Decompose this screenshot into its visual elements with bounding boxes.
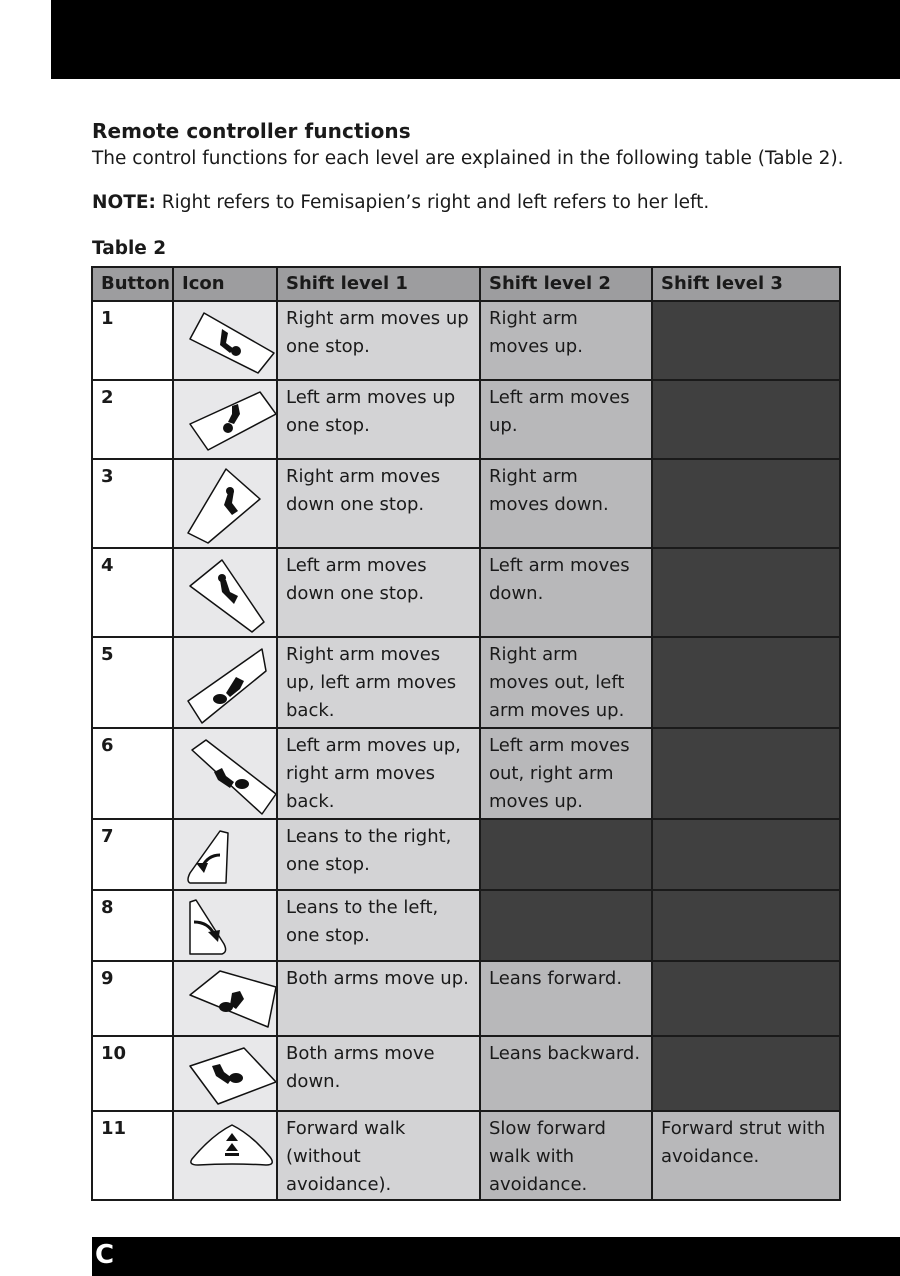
icon-cell	[173, 1111, 277, 1200]
button-number: 11	[92, 1111, 173, 1200]
shift-level-2-cell: Leans backward.	[480, 1036, 652, 1111]
note-label: NOTE:	[92, 192, 156, 213]
remote-functions-table	[91, 266, 841, 1201]
lean-left-icon	[182, 894, 277, 960]
button-number: 4	[92, 548, 173, 637]
button-number: 6	[92, 728, 173, 819]
header-shift-level-2: Shift level 2	[480, 267, 652, 301]
shift-level-1-cell: Left arm moves up, right arm moves back.	[277, 728, 480, 819]
shift-level-1-cell: Both arms move down.	[277, 1036, 480, 1111]
right-arm-up-icon	[182, 305, 277, 379]
shift-level-1-cell: Leans to the left, one stop.	[277, 890, 480, 961]
both-arms-up-icon	[182, 965, 277, 1035]
shift-level-1-cell: Both arms move up.	[277, 961, 480, 1036]
icon-cell	[173, 890, 277, 961]
shift-level-2-cell: Left arm moves up.	[480, 380, 652, 459]
button-number: 1	[92, 301, 173, 380]
table-caption: Table 2	[92, 238, 167, 259]
table-header-row	[92, 267, 840, 301]
shift-level-2-cell: Left arm moves out, right arm moves up.	[480, 728, 652, 819]
shift-level-1-cell: Left arm moves up one stop.	[277, 380, 480, 459]
table-row	[92, 1036, 840, 1111]
table-row	[92, 961, 840, 1036]
shift-level-3-cell: Forward strut with avoidance.	[652, 1111, 840, 1200]
shift-level-2-cell: Right arm moves down.	[480, 459, 652, 548]
note-text: Right refers to Femisapien’s right and left refers to her left.	[155, 192, 710, 213]
button-number: 9	[92, 961, 173, 1036]
intro-paragraph: The control functions for each level are explained in the following table (Table 2).	[92, 148, 844, 169]
right-arm-down-icon	[182, 463, 277, 547]
button-number: 10	[92, 1036, 173, 1111]
shift-level-3-cell	[652, 548, 840, 637]
icon-cell	[173, 548, 277, 637]
table-row	[92, 890, 840, 961]
shift-level-3-cell	[652, 459, 840, 548]
left-arm-up-icon	[182, 384, 277, 458]
button-number: 8	[92, 890, 173, 961]
header-button: Button	[92, 267, 173, 301]
icon-cell	[173, 459, 277, 548]
header-bar	[51, 0, 900, 79]
shift-level-3-cell	[652, 728, 840, 819]
header-shift-level-3: Shift level 3	[652, 267, 840, 301]
shift-level-2-cell: Left arm moves down.	[480, 548, 652, 637]
button-number: 5	[92, 637, 173, 728]
shift-level-2-cell	[480, 890, 652, 961]
header-icon: Icon	[173, 267, 277, 301]
button-number: 3	[92, 459, 173, 548]
icon-cell	[173, 819, 277, 890]
header-shift-level-1: Shift level 1	[277, 267, 480, 301]
table-row	[92, 459, 840, 548]
icon-cell	[173, 637, 277, 728]
shift-level-3-cell	[652, 819, 840, 890]
shift-level-1-cell: Right arm moves up, left arm moves back.	[277, 637, 480, 728]
icon-cell	[173, 301, 277, 380]
table-row	[92, 301, 840, 380]
shift-level-2-cell: Slow forward walk with avoidance.	[480, 1111, 652, 1200]
right-up-left-back-icon	[182, 641, 277, 727]
shift-level-3-cell	[652, 890, 840, 961]
table-row	[92, 380, 840, 459]
shift-level-3-cell	[652, 961, 840, 1036]
icon-cell	[173, 961, 277, 1036]
shift-level-2-cell: Leans forward.	[480, 961, 652, 1036]
table-row	[92, 819, 840, 890]
shift-level-3-cell	[652, 301, 840, 380]
left-up-right-back-icon	[182, 732, 277, 818]
shift-level-1-cell: Right arm moves up one stop.	[277, 301, 480, 380]
table-row	[92, 1111, 840, 1200]
left-arm-down-icon	[182, 552, 277, 636]
shift-level-3-cell	[652, 637, 840, 728]
shift-level-2-cell	[480, 819, 652, 890]
section-heading: Remote controller functions	[92, 119, 411, 143]
note-paragraph	[92, 192, 709, 213]
lean-right-icon	[182, 823, 277, 889]
forward-walk-icon	[182, 1115, 277, 1199]
section-letter: C	[95, 1240, 115, 1270]
table-row	[92, 637, 840, 728]
shift-level-2-cell: Right arm moves out, left arm moves up.	[480, 637, 652, 728]
shift-level-1-cell: Forward walk (without avoidance).	[277, 1111, 480, 1200]
shift-level-3-cell	[652, 1036, 840, 1111]
icon-cell	[173, 728, 277, 819]
icon-cell	[173, 380, 277, 459]
button-number: 2	[92, 380, 173, 459]
button-number: 7	[92, 819, 173, 890]
shift-level-1-cell: Left arm moves down one stop.	[277, 548, 480, 637]
table-row	[92, 728, 840, 819]
table-row	[92, 548, 840, 637]
shift-level-3-cell	[652, 380, 840, 459]
both-arms-down-icon	[182, 1040, 277, 1110]
shift-level-1-cell: Leans to the right, one stop.	[277, 819, 480, 890]
shift-level-1-cell: Right arm moves down one stop.	[277, 459, 480, 548]
icon-cell	[173, 1036, 277, 1111]
shift-level-2-cell: Right arm moves up.	[480, 301, 652, 380]
footer-bar	[92, 1237, 900, 1276]
